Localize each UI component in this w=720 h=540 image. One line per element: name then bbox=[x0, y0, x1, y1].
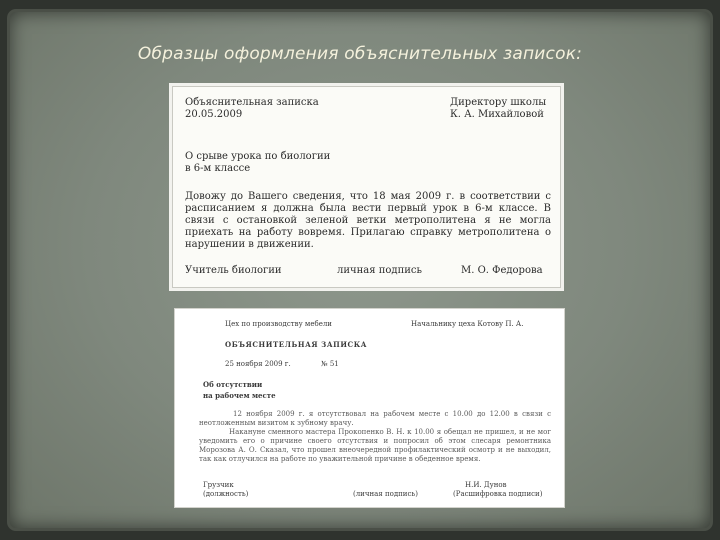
explanatory-note-sample-1 bbox=[172, 86, 561, 288]
doc-addressee bbox=[450, 97, 546, 121]
slide-title: Образцы оформления объяснительных записок: bbox=[137, 44, 583, 64]
doc2-signer-name: Н.И. Дунов bbox=[465, 481, 507, 489]
signer-position: Учитель биологии bbox=[185, 265, 282, 276]
doc2-signature-caption: (личная подпись) bbox=[353, 490, 418, 498]
doc2-title: ОБЪЯСНИТЕЛЬНАЯ ЗАПИСКА bbox=[225, 340, 367, 349]
addressee-position: Директору школы bbox=[450, 97, 547, 108]
doc2-body bbox=[199, 410, 551, 464]
doc2-signer-position: Грузчик bbox=[203, 481, 234, 489]
doc2-date: 25 ноября 2009 г. bbox=[225, 360, 291, 368]
doc2-number: № 51 bbox=[321, 360, 339, 368]
doc2-addressee: Начальнику цеха Котову П. А. bbox=[411, 320, 524, 328]
signature: личная подпись bbox=[337, 265, 422, 276]
doc2-paragraph-2: Накануне сменного мастера Прокопенко В. Н. к 10.00 я обещал не пришел, и не мог уведомить его о причине своего отсутствия и попросил об этом слесаря ремонтника Морозова А. О. Сказал, что прошел внеочередной профилактический осмотр и не выходил, так как отлучился на работе по уважительной причине в обеденное время. bbox=[199, 428, 551, 463]
subject-line-1: О срыве урока по биологии bbox=[185, 151, 331, 162]
explanatory-note-sample-2 bbox=[174, 308, 565, 508]
doc-title: Объяснительная записка bbox=[185, 97, 319, 108]
doc2-subject-line-1: Об отсутствии bbox=[203, 380, 263, 389]
addressee-name: К. А. Михайловой bbox=[450, 109, 544, 120]
subject-line-2: в 6-м классе bbox=[185, 163, 251, 174]
signer-name: М. О. Федорова bbox=[461, 265, 543, 276]
doc2-subject-line-2: на рабочем месте bbox=[203, 391, 276, 400]
doc-subject bbox=[185, 151, 330, 175]
doc2-signer-position-caption: (должность) bbox=[203, 490, 249, 498]
doc-body: Довожу до Вашего сведения, что 18 мая 2009 г. в соответствии с расписанием я должна была вести первый урок в 6-м классе. В связи с остановкой зеленой ветки метрополитена я не могла приехать на работу вовремя. Прилагаю справку метрополитена о нарушении в движении. bbox=[185, 191, 551, 250]
doc2-signer-name-caption: (Расшифровка подписи) bbox=[453, 490, 543, 498]
doc-date: 20.05.2009 bbox=[185, 109, 243, 120]
doc2-paragraph-1: 12 ноября 2009 г. я отсутствовал на рабочем месте с 10.00 до 12.00 в связи с неотложенным визитом к зубному врачу. bbox=[199, 410, 551, 427]
doc2-organization: Цех по производству мебели bbox=[225, 320, 332, 328]
doc-header-left bbox=[185, 97, 319, 121]
